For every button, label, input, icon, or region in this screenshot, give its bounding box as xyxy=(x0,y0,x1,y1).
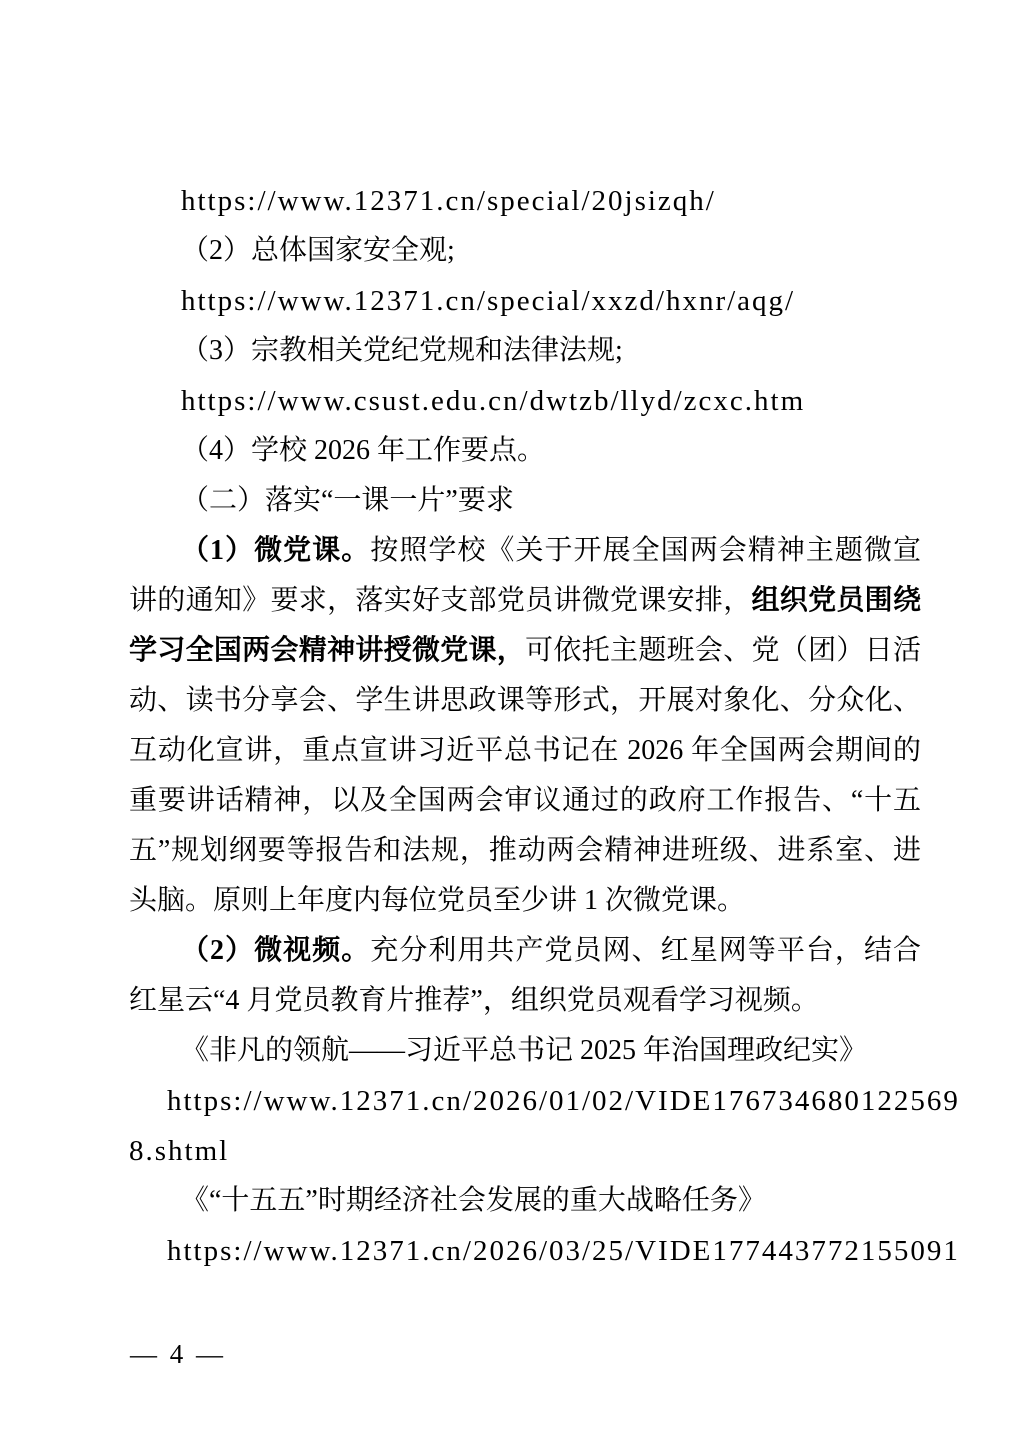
paragraph1-line-7: 五”规划纲要等报告和法规，推动两会精神进班级、进系室、进 xyxy=(129,835,921,866)
video2-url: https://www.12371.cn/2026/03/25/VIDE177443772155091 xyxy=(167,1235,960,1267)
para2-line1-rest: 充分利用共产党员网、红星网等平台，结合 xyxy=(370,935,921,966)
document-content xyxy=(129,176,960,1276)
paragraph2-line-1 xyxy=(129,926,921,976)
subsection-heading: （二）落实“一课一片”要求 xyxy=(181,485,514,516)
para2-lead-bold: （2）微视频。 xyxy=(181,935,371,966)
para1-line2-start: 讲的通知》要求，落实好支部党员讲微党课安排， xyxy=(129,585,752,616)
video1-url-line-2: 8.shtml xyxy=(129,1135,230,1167)
paragraph1-line-6: 重要讲话精神，以及全国两会审议通过的政府工作报告、“十五 xyxy=(129,785,921,816)
resource-url-1: https://www.12371.cn/special/20jsizqh/ xyxy=(181,185,716,217)
paragraph1-line-1 xyxy=(129,526,921,576)
para1-line3-rest: 可依托主题班会、党（团）日活 xyxy=(525,635,921,666)
paragraph2-line-2: 红星云“4 月党员教育片推荐”，组织党员观看学习视频。 xyxy=(129,985,819,1016)
page-number: — 4 — xyxy=(130,1339,226,1369)
video1-title: 《非凡的领航——习近平总书记 2025 年治国理政纪实》 xyxy=(181,1035,868,1066)
video2-title: 《“十五五”时期经济社会发展的重大战略任务》 xyxy=(181,1185,766,1216)
para1-line1-rest: 按照学校《关于开展全国两会精神主题微宣 xyxy=(370,535,921,566)
resource-url-2: https://www.12371.cn/special/xxzd/hxnr/aqg/ xyxy=(181,285,796,317)
video1-url-line-1: https://www.12371.cn/2026/01/02/VIDE176734680122569 xyxy=(167,1085,960,1117)
para1-line3-bold: 学习全国两会精神讲授微党课， xyxy=(129,635,526,666)
resource-item-4: （4）学校 2026 年工作要点。 xyxy=(181,435,546,466)
para1-lead-bold: （1）微党课。 xyxy=(181,535,371,566)
resource-item-3: （3）宗教相关党纪党规和法律法规; xyxy=(181,335,623,366)
paragraph1-line-4: 动、读书分享会、学生讲思政课等形式，开展对象化、分众化、 xyxy=(129,685,921,716)
paragraph1-line-3 xyxy=(129,626,921,676)
paragraph1-line-5: 互动化宣讲，重点宣讲习近平总书记在 2026 年全国两会期间的 xyxy=(129,735,921,766)
para1-line2-bold: 组织党员围绕 xyxy=(751,585,921,616)
paragraph1-line-8: 头脑。原则上年度内每位党员至少讲 1 次微党课。 xyxy=(129,885,746,916)
resource-item-2: （2）总体国家安全观; xyxy=(181,235,455,266)
resource-url-3: https://www.csust.edu.cn/dwtzb/llyd/zcxc.htm xyxy=(181,385,806,417)
paragraph1-line-2 xyxy=(129,576,921,626)
